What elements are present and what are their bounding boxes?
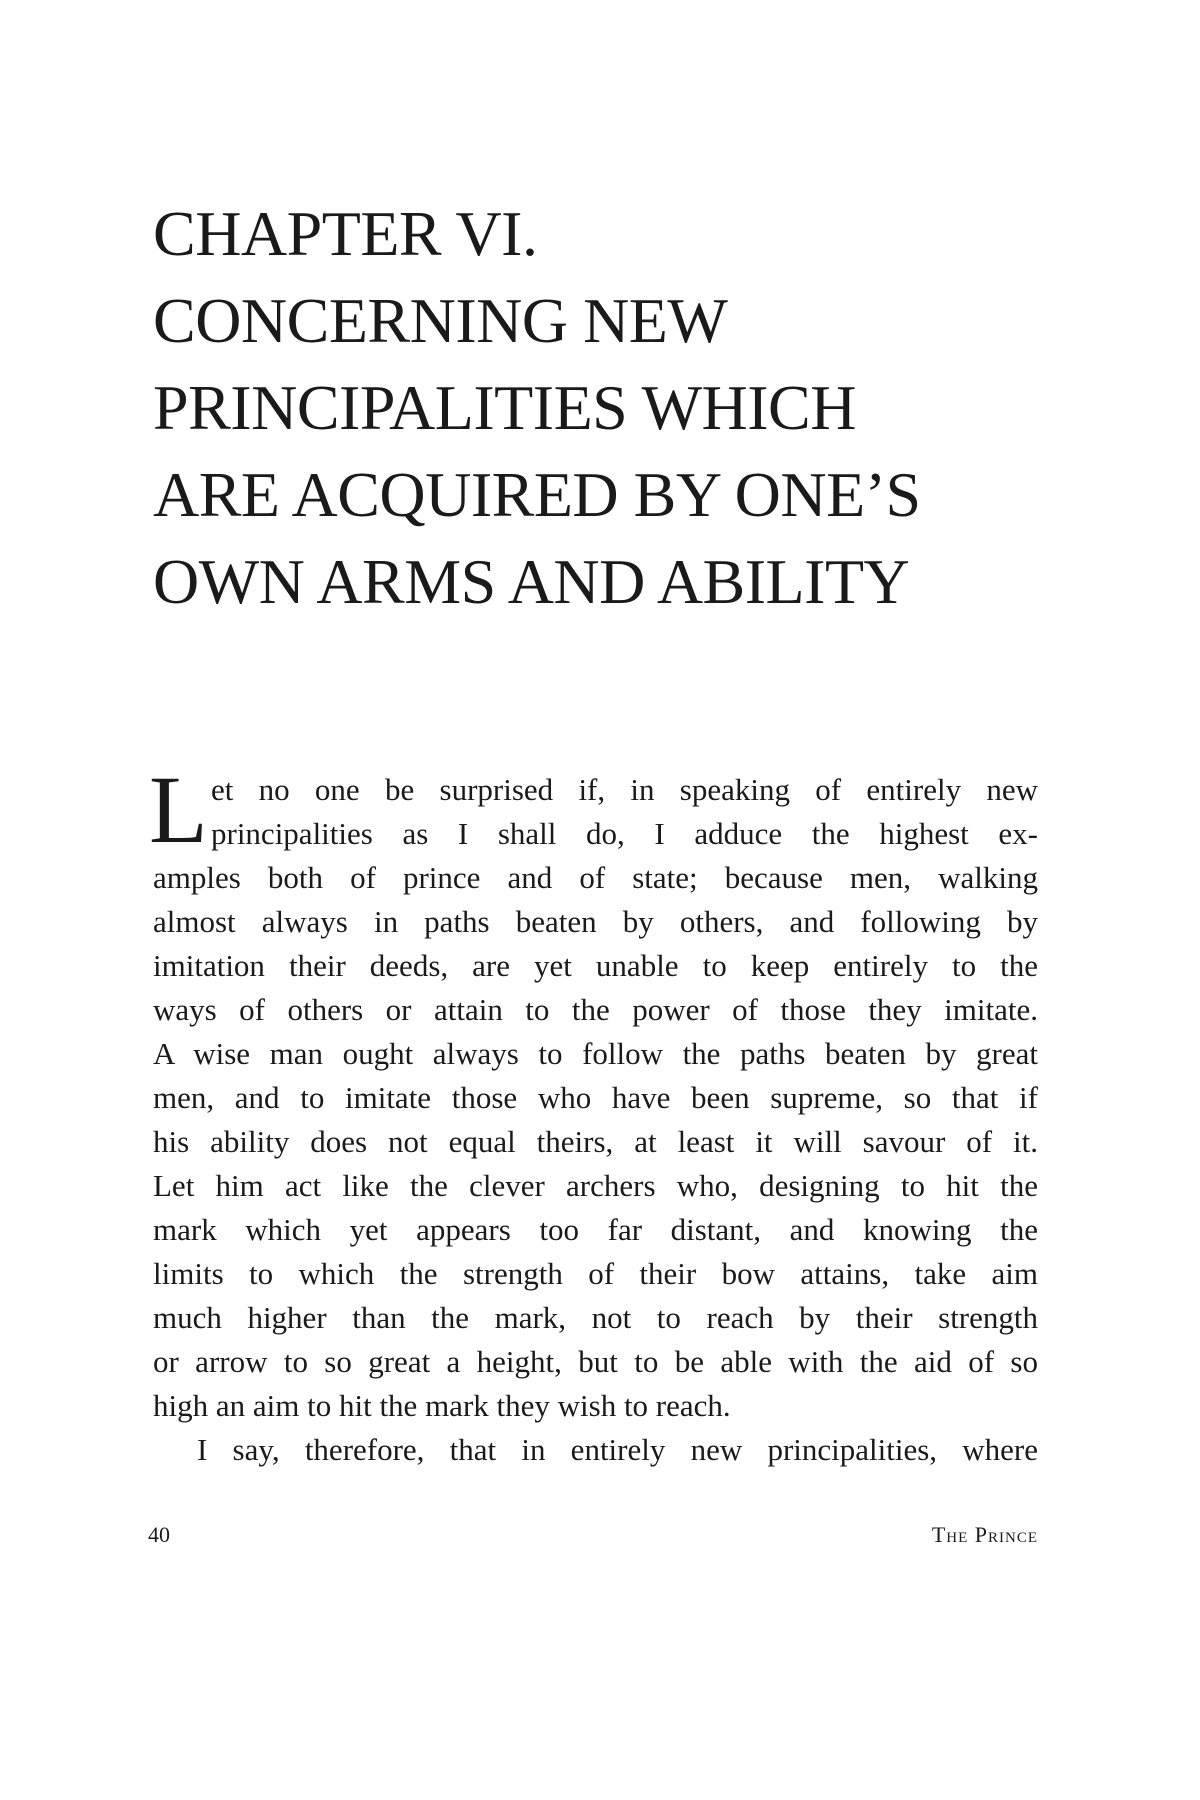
body-line-15: high an aim to hit the mark they wish to reach. bbox=[153, 1388, 731, 1423]
body-line-13: much higher than the mark, not to reach by their strength bbox=[153, 1300, 1038, 1335]
body-line-7: A wise man ought always to follow the paths beaten by great bbox=[153, 1036, 1038, 1071]
body-line-5: imitation their deeds, are yet unable to keep entirely to the bbox=[153, 948, 1038, 983]
heading-line-2: CONCERNING NEW bbox=[153, 285, 728, 356]
page-number: 40 bbox=[148, 1522, 170, 1547]
body-line-3: amples both of prince and of state; because men, walking bbox=[153, 860, 1038, 895]
body-line-1: et no one be surprised if, in speaking of entirely new bbox=[211, 772, 1038, 807]
body-line-14: or arrow to so great a height, but to be able with the aid of so bbox=[153, 1344, 1038, 1379]
chapter-heading bbox=[153, 190, 1053, 625]
body-paragraphs bbox=[149, 756, 1038, 1472]
body-line-9: his ability does not equal theirs, at least it will savour of it. bbox=[153, 1124, 1038, 1159]
body-line-8: men, and to imitate those who have been supreme, so that if bbox=[153, 1080, 1038, 1115]
body-line-6: ways of others or attain to the power of those they imitate. bbox=[153, 992, 1038, 1027]
heading-line-1: CHAPTER VI. bbox=[153, 198, 538, 269]
heading-line-5: OWN ARMS AND ABILITY bbox=[153, 546, 910, 617]
body-line-16: I say, therefore, that in entirely new principalities, where bbox=[197, 1432, 1038, 1467]
body-line-2: principalities as I shall do, I adduce the highest ex- bbox=[211, 816, 1038, 851]
body-line-10: Let him act like the clever archers who, designing to hit the bbox=[153, 1168, 1038, 1203]
heading-line-3: PRINCIPALITIES WHICH bbox=[153, 372, 856, 443]
body-line-4: almost always in paths beaten by others, and following by bbox=[153, 904, 1038, 939]
body-line-11: mark which yet appears too far distant, and knowing the bbox=[153, 1212, 1038, 1247]
body-line-12: limits to which the strength of their bow attains, take aim bbox=[153, 1256, 1038, 1291]
running-title: The Prince bbox=[931, 1522, 1038, 1547]
drop-cap: L bbox=[149, 756, 208, 863]
heading-line-4: ARE ACQUIRED BY ONE’S bbox=[153, 459, 921, 530]
